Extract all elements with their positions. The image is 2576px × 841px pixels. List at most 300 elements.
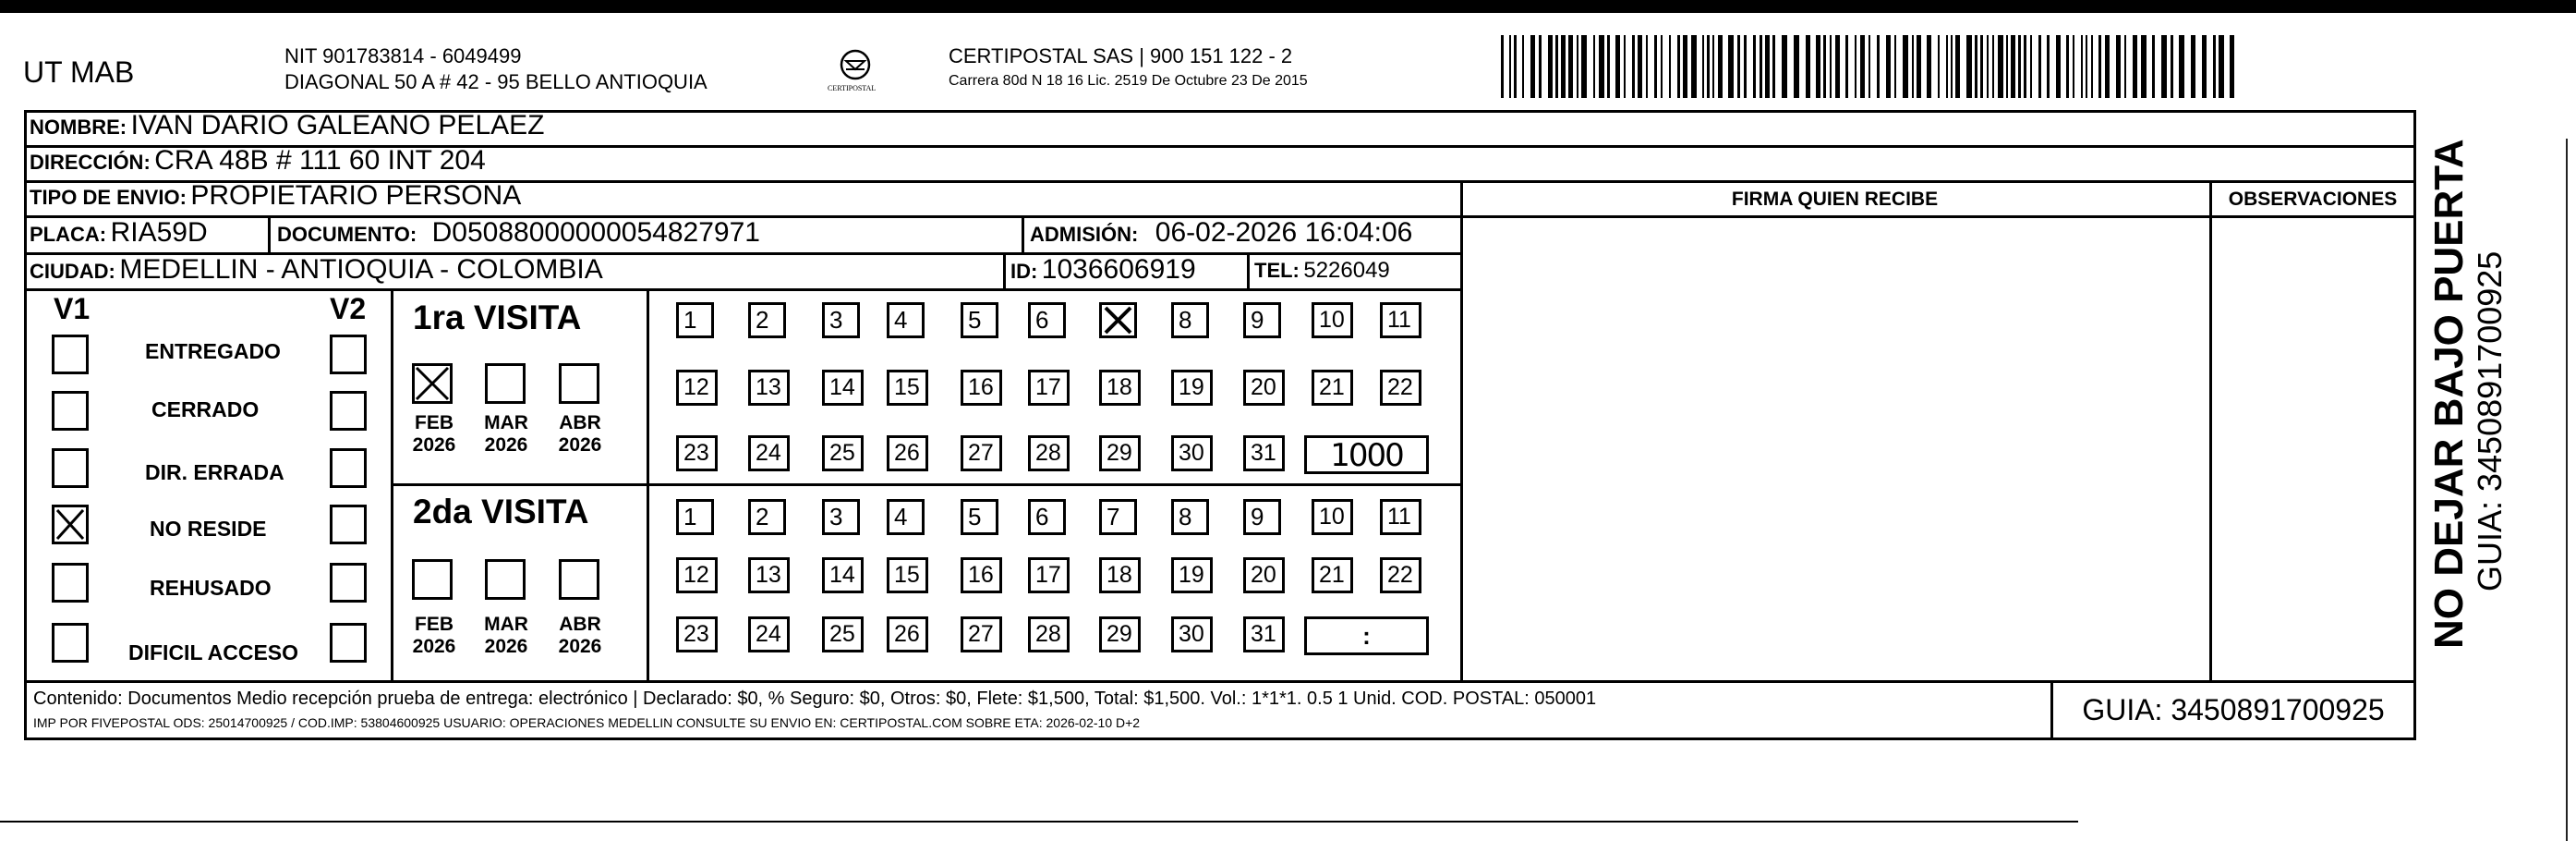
address-row	[30, 147, 486, 175]
day-number: 18	[1107, 562, 1132, 588]
day-number: 23	[683, 621, 709, 647]
day-number: 5	[968, 306, 982, 334]
barcode-bar	[1728, 35, 1734, 98]
second-visit-day-box[interactable]	[1099, 616, 1141, 652]
city-label: CIUDAD:	[30, 260, 115, 283]
day-number: 20	[1251, 562, 1276, 588]
second-visit-month-checkbox[interactable]	[412, 559, 453, 600]
barcode-bar	[2202, 35, 2207, 98]
barcode-bar	[1886, 35, 1891, 98]
v1-checkbox[interactable]	[52, 335, 89, 374]
x-mark-icon	[415, 366, 450, 401]
first-visit-day-box[interactable]	[1380, 302, 1421, 338]
day-number: 4	[894, 503, 908, 530]
first-visit-day-box[interactable]	[1171, 302, 1209, 338]
day-number: 9	[1251, 306, 1264, 334]
first-visit-day-box[interactable]	[1028, 302, 1066, 338]
second-visit-day-box[interactable]	[1028, 616, 1070, 652]
barcode-bar	[1509, 35, 1511, 98]
day-number: 24	[756, 621, 781, 647]
day-number: 2	[756, 503, 769, 530]
v1-checkbox[interactable]	[52, 563, 89, 603]
first-visit-day-box[interactable]	[1312, 370, 1353, 406]
day-number: 13	[756, 562, 781, 588]
document-label: DOCUMENTO:	[277, 223, 417, 246]
id-divider	[1247, 252, 1250, 288]
day-number: 22	[1387, 562, 1413, 588]
second-visit-day-box[interactable]	[1380, 499, 1421, 535]
side-warning: NO DEJAR BAJO PUERTA	[2426, 139, 2472, 649]
city-cell	[30, 256, 603, 284]
admission-cell	[1030, 219, 1412, 247]
barcode-bar	[2219, 35, 2224, 98]
day-number: 3	[829, 306, 843, 334]
day-number: 13	[756, 374, 781, 400]
second-visit-day-box[interactable]	[961, 616, 1002, 652]
company-name: UT MAB	[23, 55, 135, 89]
second-visit-day-box[interactable]	[676, 557, 718, 593]
bottom-separator	[0, 821, 2078, 823]
second-visit-day-box[interactable]	[748, 557, 790, 593]
second-visit-day-box[interactable]	[822, 616, 864, 652]
barcode-bar	[2105, 35, 2110, 98]
second-visit-day-box[interactable]	[961, 499, 998, 535]
plate-divider	[268, 215, 271, 252]
barcode-bar	[1975, 35, 1977, 98]
barcode-bar	[1712, 35, 1714, 98]
first-visit-day-box[interactable]	[676, 302, 714, 338]
tel-value: 5226049	[1303, 258, 1390, 283]
x-mark-icon	[54, 507, 86, 542]
first-visit-day-box[interactable]	[1028, 435, 1070, 471]
barcode-bar	[1669, 35, 1671, 98]
month-label	[552, 614, 608, 658]
time-value: 1000	[1330, 437, 1403, 474]
day-number: 19	[1179, 374, 1204, 400]
second-visit-day-box[interactable]	[1028, 557, 1070, 593]
barcode-bar	[1980, 35, 1983, 98]
v1-checkbox[interactable]	[52, 505, 89, 544]
day-number: 2	[756, 306, 769, 334]
barcode-bar	[1927, 35, 1931, 98]
side-guide: GUIA: 3450891700925	[2471, 250, 2509, 591]
second-visit-day-box[interactable]	[748, 616, 790, 652]
barcode-bar	[1823, 35, 1826, 98]
v2-checkbox[interactable]	[330, 505, 367, 544]
barcode-bar	[1772, 35, 1775, 98]
barcode-bar	[1860, 35, 1865, 98]
day-number: 29	[1107, 621, 1132, 647]
first-visit-day-box[interactable]	[1312, 302, 1353, 338]
second-visit-day-box[interactable]	[676, 616, 718, 652]
barcode-bar	[1581, 35, 1587, 98]
first-visit-day-box[interactable]	[1028, 370, 1070, 406]
first-visit-day-box[interactable]	[961, 302, 998, 338]
barcode-bar	[1539, 35, 1542, 98]
id-label: ID:	[1010, 260, 1038, 283]
second-visit-day-box[interactable]	[887, 616, 928, 652]
visit-split-line	[391, 483, 1460, 486]
barcode-bar	[1599, 35, 1604, 98]
company-nit: NIT 901783814 - 6049499	[284, 44, 522, 67]
day-number: 29	[1107, 440, 1132, 466]
day-number: 4	[894, 306, 908, 334]
month-name: ABR	[559, 614, 601, 635]
v2-checkbox[interactable]	[330, 563, 367, 603]
first-visit-day-box[interactable]	[1243, 435, 1285, 471]
city-value: MEDELLIN - ANTIOQUIA - COLOMBIA	[119, 254, 603, 285]
shipment-type-value: PROPIETARIO PERSONA	[190, 180, 522, 211]
first-visit-day-box[interactable]	[1099, 435, 1141, 471]
barcode-bar	[2213, 35, 2216, 98]
observations-header: OBSERVACIONES	[2228, 189, 2398, 210]
month-name: FEB	[415, 614, 454, 635]
barcode-bar	[1835, 35, 1840, 98]
day-number: 11	[1387, 504, 1411, 530]
day-number: 3	[829, 503, 843, 530]
time-value: :	[1362, 622, 1371, 650]
second-visit-day-box[interactable]	[961, 557, 1002, 593]
day-number: 28	[1035, 621, 1061, 647]
month-year: 2026	[558, 636, 602, 658]
status-option-label: DIFICIL ACCESO	[128, 640, 299, 664]
footer-guide: GUIA: 3450891700925	[2082, 693, 2385, 726]
footer-contents: Contenido: Documentos Medio recepción prueba de entrega: electrónico | Declarado: $0, % Seguro: $0, Otros: $0, Flete: $1,500, Total: $1,500. Vol.: 1*1*1. 0.5 1 Unid. COD. POSTAL: 050001	[33, 689, 1597, 709]
barcode-bar	[2152, 35, 2155, 98]
second-visit-day-box[interactable]	[1171, 616, 1213, 652]
barcode-bar	[2133, 35, 2137, 98]
day-number: 12	[683, 562, 709, 588]
day-number: 12	[683, 374, 709, 400]
day-number: 24	[756, 440, 781, 466]
barcode-bar	[1737, 35, 1740, 98]
barcode-bar	[1530, 35, 1535, 98]
first-visit-day-box[interactable]	[887, 370, 928, 406]
day-number: 19	[1179, 562, 1204, 588]
barcode-bar	[1765, 35, 1770, 98]
second-visit-time-field[interactable]	[1304, 616, 1429, 655]
barcode-bar	[1816, 35, 1820, 98]
day-number: 15	[894, 562, 920, 588]
barcode-bar	[1691, 35, 1697, 98]
barcode-bar	[1869, 35, 1870, 98]
month-name: MAR	[484, 412, 528, 433]
second-visit-month-checkbox[interactable]	[485, 559, 526, 600]
barcode-bar	[1894, 35, 1896, 98]
day-number: 21	[1319, 374, 1345, 400]
day-number: 15	[894, 374, 920, 400]
first-visit-day-box[interactable]	[1171, 435, 1213, 471]
second-visit-day-box[interactable]	[1243, 616, 1285, 652]
document-divider	[1022, 215, 1024, 252]
barcode-bar	[1912, 35, 1914, 98]
admission-label: ADMISIÓN:	[1030, 223, 1139, 246]
month-year: 2026	[558, 434, 602, 457]
barcode-bar	[1782, 35, 1787, 98]
col-line-observations	[2209, 180, 2212, 680]
day-number: 28	[1035, 440, 1061, 466]
first-visit-title: 1ra VISITA	[413, 299, 582, 336]
day-number: 27	[968, 621, 994, 647]
day-number: 11	[1387, 307, 1411, 333]
month-name: FEB	[415, 412, 454, 433]
second-visit-day-box[interactable]	[1171, 557, 1213, 593]
second-visit-day-box[interactable]	[1099, 499, 1137, 535]
second-visit-day-box[interactable]	[1380, 557, 1421, 593]
day-number: 9	[1251, 503, 1264, 530]
barcode-bar	[1548, 35, 1553, 98]
day-number: 14	[829, 374, 855, 400]
barcode-bar	[1946, 35, 1948, 98]
first-visit-day-box[interactable]	[961, 435, 1002, 471]
barcode-bar	[2191, 35, 2195, 98]
status-option-label: ENTREGADO	[145, 339, 281, 363]
barcode-bar	[2230, 35, 2234, 98]
barcode-bar	[1661, 35, 1663, 98]
barcode-bar	[1903, 35, 1908, 98]
first-visit-day-box[interactable]	[1099, 302, 1137, 338]
first-visit-day-box[interactable]	[887, 435, 928, 471]
barcode-bar	[2124, 35, 2126, 98]
day-number: 20	[1251, 374, 1276, 400]
second-visit-day-box[interactable]	[1243, 557, 1285, 593]
second-visit-day-box[interactable]	[1171, 499, 1209, 535]
barcode-bar	[2024, 35, 2026, 98]
barcode-bar	[1707, 35, 1710, 98]
first-visit-day-box[interactable]	[1171, 370, 1213, 406]
second-visit-day-box[interactable]	[1243, 499, 1281, 535]
barcode-bar	[2086, 35, 2087, 98]
barcode-bar	[1938, 35, 1940, 98]
first-visit-day-box[interactable]	[676, 370, 718, 406]
first-visit-month-checkbox[interactable]	[559, 363, 599, 404]
barcode-bar	[1955, 35, 1960, 98]
plate-cell	[30, 219, 208, 247]
month-label	[406, 412, 462, 457]
x-mark-icon	[1102, 305, 1134, 335]
second-visit-day-box[interactable]	[1312, 499, 1353, 535]
name-label: NOMBRE:	[30, 116, 127, 139]
first-visit-day-box[interactable]	[822, 302, 860, 338]
barcode-bar	[1951, 35, 1953, 98]
first-visit-day-box[interactable]	[1243, 302, 1281, 338]
row-line-5	[24, 288, 1460, 291]
barcode-bar	[2179, 35, 2184, 98]
barcode-bar	[1607, 35, 1610, 98]
second-visit-day-box[interactable]	[1099, 557, 1141, 593]
barcode-bar	[1806, 35, 1810, 98]
day-number: 21	[1319, 562, 1345, 588]
first-visit-day-box[interactable]	[676, 435, 718, 471]
barcode-bar	[1794, 35, 1799, 98]
month-label	[406, 614, 462, 658]
barcode-bar	[1522, 35, 1524, 98]
day-number: 18	[1107, 374, 1132, 400]
first-visit-day-box[interactable]	[1099, 370, 1141, 406]
second-visit-month-checkbox[interactable]	[559, 559, 599, 600]
barcode-bar	[1555, 35, 1558, 98]
second-visit-day-box[interactable]	[676, 499, 714, 535]
second-visit-day-box[interactable]	[1312, 557, 1353, 593]
month-year: 2026	[484, 434, 528, 457]
second-visit-day-box[interactable]	[887, 557, 928, 593]
name-row	[30, 112, 544, 140]
col-line-signature	[1460, 180, 1463, 680]
barcode-bar	[1615, 35, 1620, 98]
barcode-bar	[1501, 35, 1504, 98]
day-number: 22	[1387, 374, 1413, 400]
v2-checkbox[interactable]	[330, 335, 367, 374]
first-visit-day-box[interactable]	[822, 370, 864, 406]
day-number: 1	[683, 503, 697, 530]
barcode-bar	[1568, 35, 1573, 98]
day-number: 26	[894, 440, 920, 466]
barcode-bar	[1760, 35, 1762, 98]
first-visit-day-box[interactable]	[748, 302, 786, 338]
first-visit-day-box[interactable]	[1380, 370, 1421, 406]
barcode-bar	[1514, 35, 1517, 98]
barcode-bar	[1624, 35, 1626, 98]
barcode-bar	[1830, 35, 1832, 98]
id-cell	[1010, 256, 1196, 284]
day-number: 25	[829, 440, 855, 466]
barcode-bar	[1677, 35, 1680, 98]
day-number: 31	[1251, 621, 1276, 647]
document-cell	[277, 219, 760, 247]
first-visit-day-box[interactable]	[887, 302, 925, 338]
v1-checkbox[interactable]	[52, 623, 89, 663]
carrier-name: CERTIPOSTAL SAS | 900 151 122 - 2	[949, 44, 1293, 67]
day-number: 14	[829, 562, 855, 588]
barcode-bar	[1593, 35, 1595, 98]
month-name: ABR	[559, 412, 601, 433]
barcode-bar	[1992, 35, 1994, 98]
address-label: DIRECCIÓN:	[30, 151, 151, 174]
second-visit-day-box[interactable]	[887, 499, 925, 535]
barcode-bar	[1683, 35, 1687, 98]
day-number: 23	[683, 440, 709, 466]
month-label	[478, 412, 534, 457]
first-visit-day-box[interactable]	[822, 435, 864, 471]
barcode-bar	[1744, 35, 1747, 98]
status-option-label: REHUSADO	[150, 576, 272, 600]
certipostal-logo	[828, 44, 883, 102]
status-option-label: CERRADO	[151, 397, 260, 421]
v1-header: V1	[54, 292, 91, 325]
first-visit-time-field[interactable]	[1304, 435, 1429, 474]
barcode-bar	[2056, 35, 2061, 98]
month-year: 2026	[412, 434, 456, 457]
second-visit-day-box[interactable]	[822, 499, 860, 535]
carrier-license: Carrera 80d N 18 16 Lic. 2519 De Octubre 23 De 2015	[949, 73, 1308, 89]
plate-label: PLACA:	[30, 223, 107, 246]
second-visit-day-box[interactable]	[822, 557, 864, 593]
city-divider	[1003, 252, 1006, 288]
day-number: 30	[1179, 440, 1204, 466]
month-name: MAR	[484, 614, 528, 635]
barcode-bar	[1654, 35, 1657, 98]
day-number: 6	[1035, 503, 1049, 530]
day-number: 27	[968, 440, 994, 466]
day-number: 6	[1035, 306, 1049, 334]
first-visit-day-box[interactable]	[748, 370, 790, 406]
status-option-label: DIR. ERRADA	[145, 460, 284, 484]
barcode-bar	[1966, 35, 1972, 98]
barcode-bar	[1702, 35, 1704, 98]
v2-checkbox[interactable]	[330, 448, 367, 488]
address-value: CRA 48B # 111 60 INT 204	[154, 145, 486, 176]
v2-checkbox[interactable]	[330, 391, 367, 431]
barcode-bar	[2098, 35, 2101, 98]
day-number: 1	[683, 306, 697, 334]
barcode	[1501, 35, 2236, 98]
document-value: D05088000000054827971	[431, 217, 760, 248]
tel-cell	[1254, 260, 1390, 282]
status-option-label: NO RESIDE	[150, 517, 267, 541]
barcode-bar	[1855, 35, 1856, 98]
month-year: 2026	[412, 636, 456, 658]
shipment-type-row	[30, 182, 521, 210]
barcode-bar	[1998, 35, 2003, 98]
barcode-bar	[2018, 35, 2021, 98]
name-value: IVAN DARIO GALEANO PELAEZ	[130, 110, 545, 140]
v1-checkbox[interactable]	[52, 391, 89, 431]
barcode-bar	[1632, 35, 1635, 98]
day-number: 17	[1035, 562, 1061, 588]
first-visit-day-box[interactable]	[748, 435, 790, 471]
first-visit-day-box[interactable]	[1243, 370, 1285, 406]
barcode-bar	[2047, 35, 2050, 98]
day-number: 8	[1179, 503, 1192, 530]
barcode-bar	[1987, 35, 1989, 98]
first-visit-day-box[interactable]	[961, 370, 1002, 406]
day-number: 31	[1251, 440, 1276, 466]
barcode-bar	[1753, 35, 1756, 98]
right-edge-line	[2566, 139, 2568, 841]
day-number: 25	[829, 621, 855, 647]
top-edge-band	[0, 0, 2576, 13]
row-line-6	[24, 680, 2416, 683]
day-number: 7	[1107, 503, 1120, 530]
barcode-bar	[2073, 35, 2074, 98]
barcode-bar	[2171, 35, 2173, 98]
signature-header: FIRMA QUIEN RECIBE	[1731, 189, 1939, 210]
day-number: 5	[968, 503, 982, 530]
barcode-bar	[2006, 35, 2008, 98]
first-visit-month-checkbox[interactable]	[485, 363, 526, 404]
logo-text: CERTIPOSTAL	[828, 84, 877, 92]
v2-checkbox[interactable]	[330, 623, 367, 663]
barcode-bar	[1718, 35, 1723, 98]
barcode-bar	[2081, 35, 2083, 98]
v1-checkbox[interactable]	[52, 448, 89, 488]
company-address: DIAGONAL 50 A # 42 - 95 BELLO ANTIOQUIA	[284, 70, 707, 93]
day-number: 10	[1319, 504, 1345, 530]
footer-print-info: IMP POR FIVEPOSTAL ODS: 25014700925 / COD.IMP: 53804600925 USUARIO: OPERACIONES MEDELLIN CONSULTE SU ENVIO EN: CERTIPOSTAL.COM SOBRE ETA: 2026-02-10 D+2	[33, 715, 1141, 730]
first-visit-month-checkbox[interactable]	[412, 363, 453, 404]
id-value: 1036606919	[1041, 254, 1196, 285]
barcode-bar	[2116, 35, 2121, 98]
shipment-type-label: TIPO DE ENVIO:	[30, 186, 187, 209]
barcode-bar	[2066, 35, 2069, 98]
day-number: 26	[894, 621, 920, 647]
second-visit-day-box[interactable]	[748, 499, 786, 535]
day-number: 8	[1179, 306, 1192, 334]
second-visit-day-box[interactable]	[1028, 499, 1066, 535]
plate-value: RIA59D	[110, 217, 208, 248]
month-label	[552, 412, 608, 457]
v2-header: V2	[330, 292, 367, 325]
